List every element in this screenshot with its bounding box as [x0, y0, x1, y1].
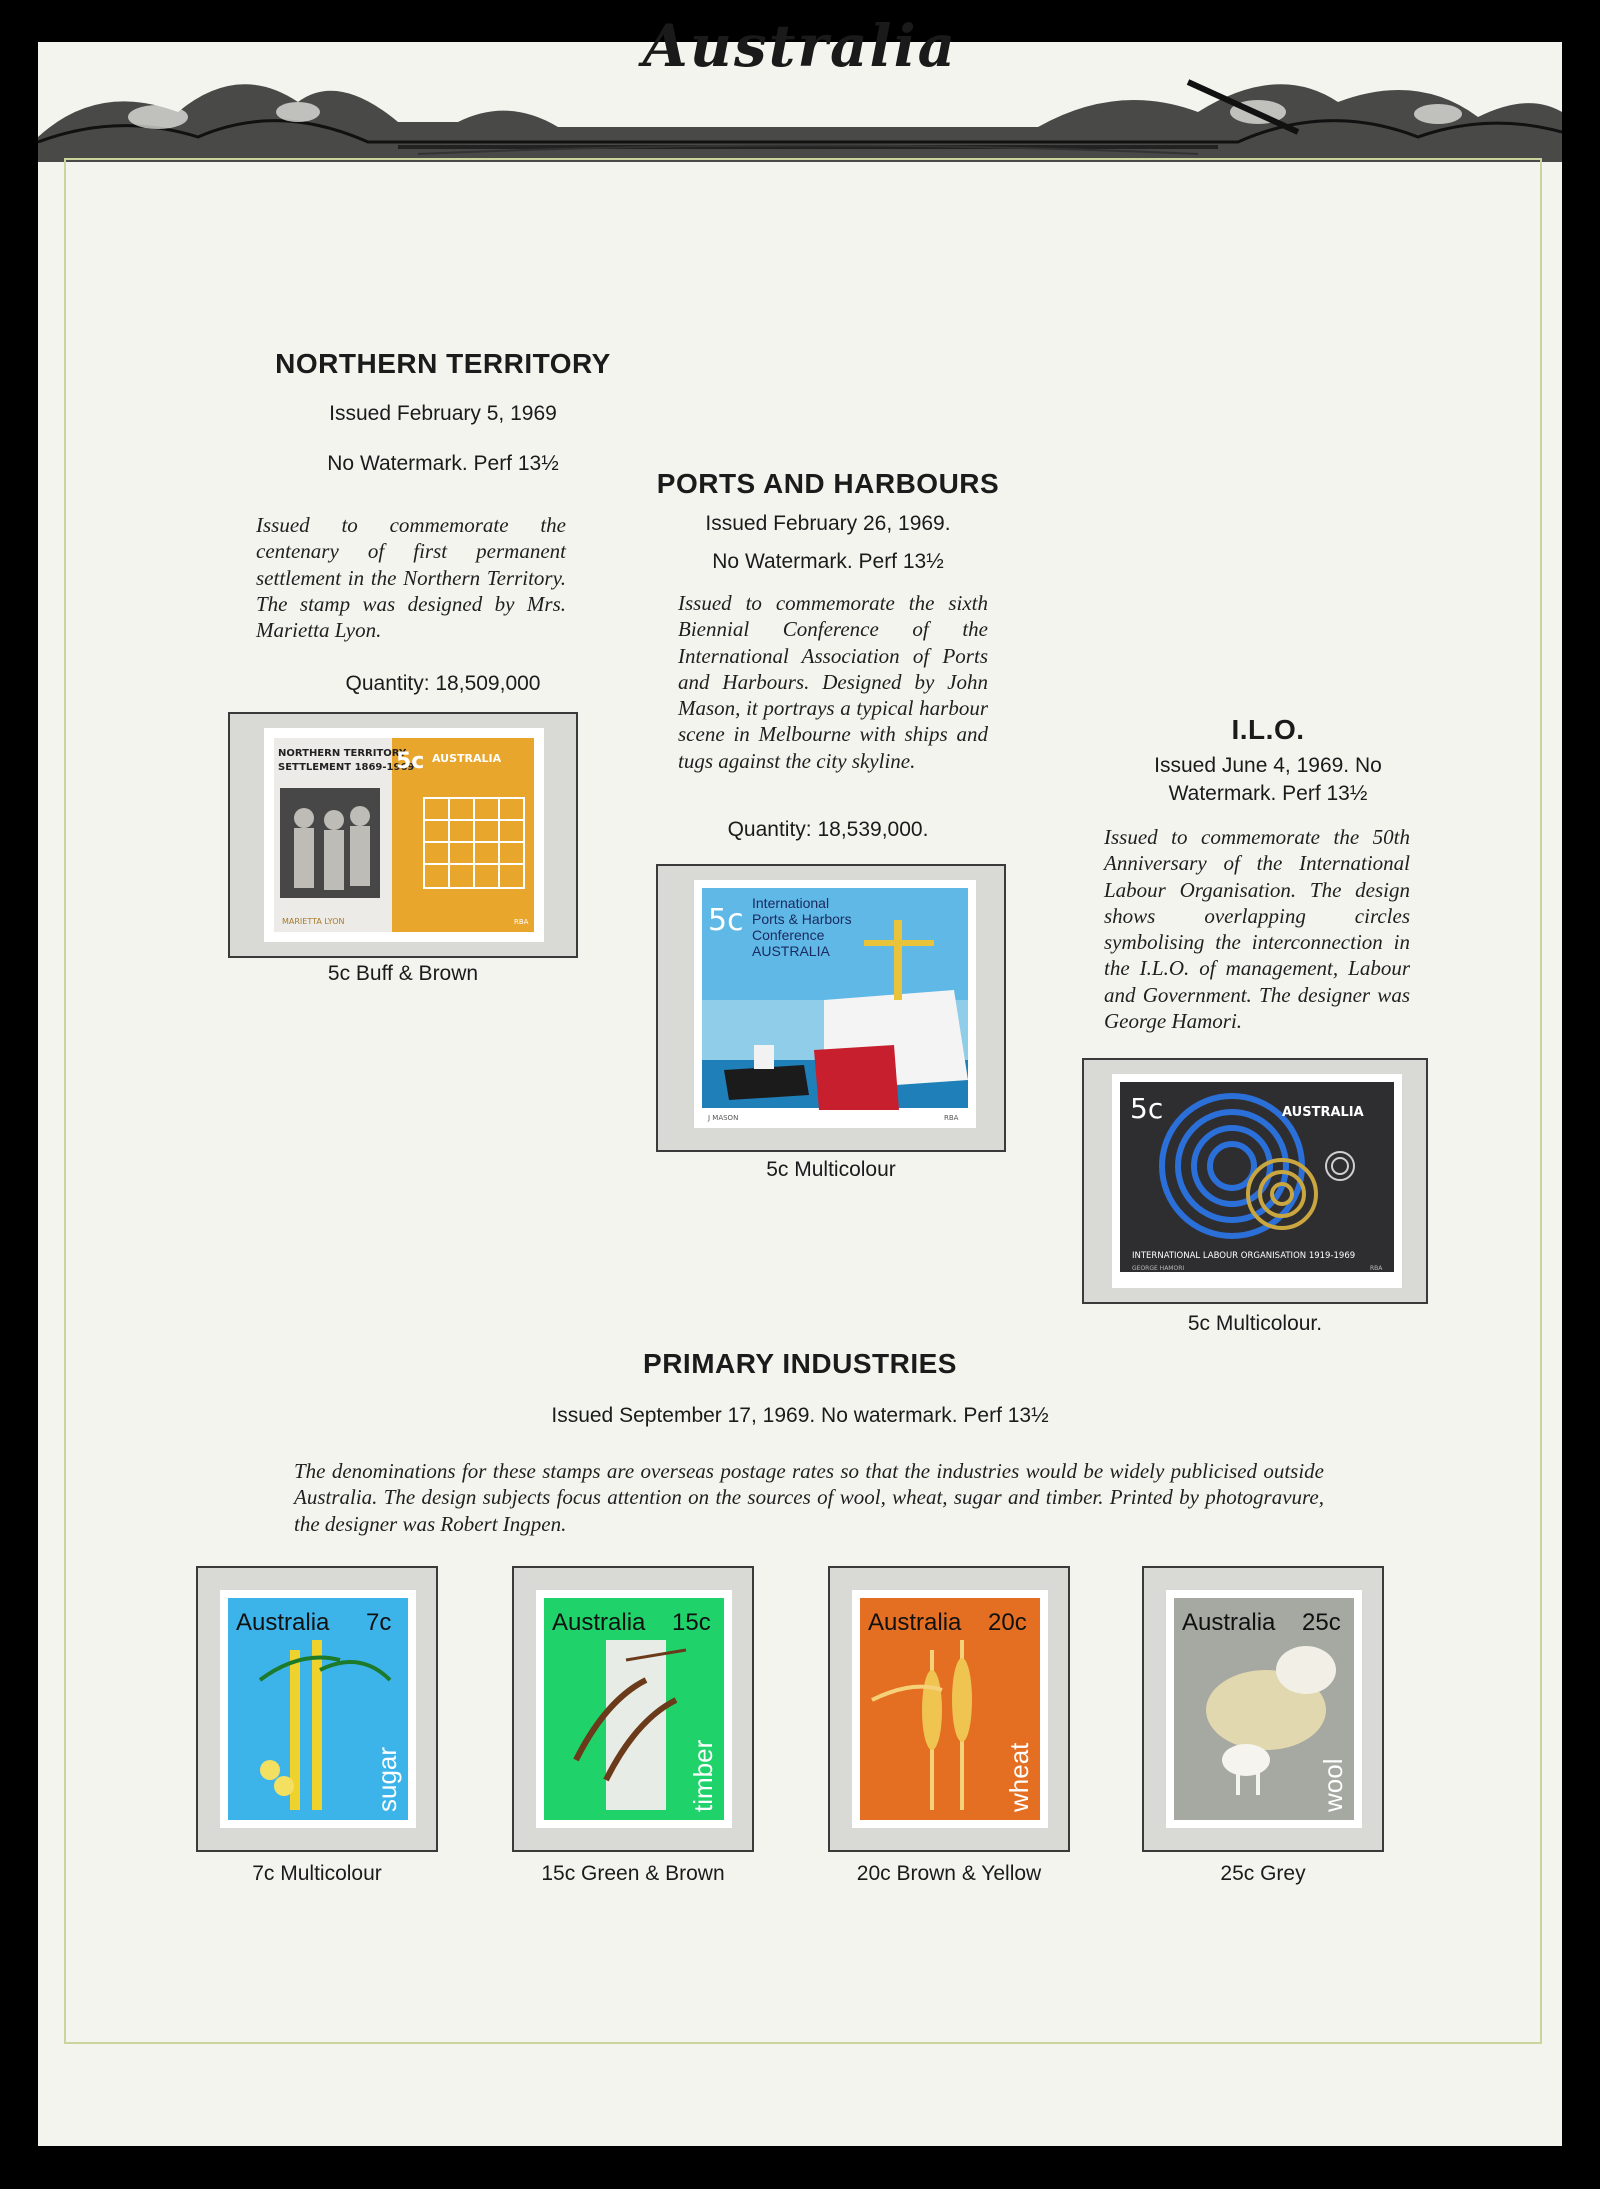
primary-stamp-caption: 20c Brown & Yellow — [856, 1862, 1042, 1885]
nt-stamp-line2: SETTLEMENT 1869-1969 — [278, 762, 415, 773]
ilo-caption: 5c Multicolour. — [1187, 1312, 1323, 1335]
primary-stamp-country: Australia — [1182, 1609, 1276, 1636]
ports-quantity: Quantity: 18,539,000. — [727, 818, 929, 841]
nt-stamp-designer: MARIETTA LYON — [282, 917, 345, 926]
ilo-description: Issued to commemorate the 50th Anniversary of the International Labour Organisation. The design shows overlapping circles symbolising the interconnection in the I.L.O. of management, Labour and Government. The designer was George Hamori. — [1104, 825, 1410, 1033]
header-title: Australia — [642, 12, 958, 80]
primary-stamp-word: wool — [1318, 1758, 1348, 1812]
primary-stamp-value: 25c — [1302, 1609, 1341, 1636]
nt-caption: 5c Buff & Brown — [327, 962, 479, 985]
ports-stamp-mount — [656, 864, 1006, 1152]
nt-stamp-mount — [228, 712, 578, 958]
ilo-issued: Issued June 4, 1969. No Watermark. Perf 13½ — [1154, 754, 1382, 806]
primary-stamp-value: 20c — [988, 1609, 1027, 1636]
ilo-stamp-value: 5c — [1130, 1092, 1164, 1125]
primary-stamp — [1166, 1590, 1362, 1828]
nt-stamp-value: 5c — [396, 749, 425, 774]
ports-stamp-designer: J MASON — [708, 1114, 739, 1122]
primary-stamp-mount — [196, 1566, 438, 1852]
ilo-title: I.L.O. — [1231, 714, 1305, 745]
ports-title: PORTS AND HARBOURS — [656, 468, 1000, 499]
primary-stamp-word: sugar — [372, 1746, 402, 1812]
ports-stamp-line3: Conference — [752, 927, 825, 943]
ilo-stamp-country: AUSTRALIA — [1282, 1105, 1364, 1120]
nt-watermark: No Watermark. Perf 13½ — [327, 452, 559, 475]
primary-title: PRIMARY INDUSTRIES — [643, 1348, 957, 1379]
nt-stamp-printer: RBA — [514, 918, 529, 926]
primary-stamp-caption: 15c Green & Brown — [541, 1862, 725, 1885]
nt-title: NORTHERN TERRITORY — [275, 348, 611, 379]
ports-stamp — [694, 880, 976, 1128]
nt-issued: Issued February 5, 1969 — [329, 402, 557, 425]
primary-stamp-word: wheat — [1004, 1742, 1034, 1812]
ilo-stamp-designer: GEORGE HAMORI — [1132, 1265, 1185, 1272]
ports-issued: Issued February 26, 1969. — [705, 512, 951, 535]
primary-description: The denominations for these stamps are overseas postage rates so that the industries would be widely publicised outside Australia. The design subjects focus attention on the sources of wool, wheat, sugar and timber. Printed by photogravure, the designer was Robert Ingpen. — [294, 1459, 1324, 1536]
album-sheet — [38, 12, 1562, 2146]
primary-stamp-word: timber — [688, 1739, 718, 1812]
ilo-stamp-printer: RBA — [1370, 1265, 1383, 1272]
nt-description: Issued to commemorate the centenary of first permanent settlement in the Northern Territory. The stamp was designed by Mrs. Marietta Lyon. — [256, 513, 566, 642]
primary-stamp — [220, 1590, 416, 1828]
ports-caption: 5c Multicolour — [766, 1158, 896, 1181]
primary-stamp-mount — [512, 1566, 754, 1852]
nt-stamp-line1: NORTHERN TERRITORY — [278, 748, 407, 759]
ports-stamp-value: 5c — [708, 903, 744, 938]
ilo-stamp — [1112, 1074, 1402, 1288]
primary-stamp-mount — [1142, 1566, 1384, 1852]
primary-stamp-value: 15c — [672, 1609, 711, 1636]
primary-stamp-caption: 7c Multicolour — [252, 1862, 382, 1885]
primary-stamp-country: Australia — [236, 1609, 330, 1636]
primary-issued: Issued September 17, 1969. No watermark. Perf 13½ — [551, 1404, 1049, 1427]
nt-quantity: Quantity: 18,509,000 — [345, 672, 541, 695]
primary-stamp — [852, 1590, 1048, 1828]
ilo-stamp-inscription: INTERNATIONAL LABOUR ORGANISATION 1919-1969 — [1132, 1251, 1356, 1261]
primary-stamp-country: Australia — [868, 1609, 962, 1636]
ports-description: Issued to commemorate the sixth Biennial Conference of the International Association of Ports and Harbours. Designed by John Mason, it portrays a typical harbour scene in Melbourne with ships and tugs against the city skyline. — [678, 591, 988, 773]
ports-stamp-line1: International — [752, 895, 830, 911]
primary-stamp-country: Australia — [552, 1609, 646, 1636]
nt-stamp — [264, 728, 544, 942]
ports-stamp-printer: RBA — [944, 1114, 959, 1122]
nt-stamp-country: AUSTRALIA — [432, 752, 502, 765]
primary-stamp-caption: 25c Grey — [1220, 1862, 1306, 1885]
ports-stamp-line4: AUSTRALIA — [752, 943, 830, 959]
ilo-stamp-mount — [1082, 1058, 1428, 1304]
ports-watermark: No Watermark. Perf 13½ — [712, 550, 944, 573]
primary-stamp-value: 7c — [366, 1609, 392, 1636]
ports-stamp-line2: Ports & Harbors — [752, 911, 852, 927]
primary-stamp-mount — [828, 1566, 1070, 1852]
primary-stamp — [536, 1590, 732, 1828]
